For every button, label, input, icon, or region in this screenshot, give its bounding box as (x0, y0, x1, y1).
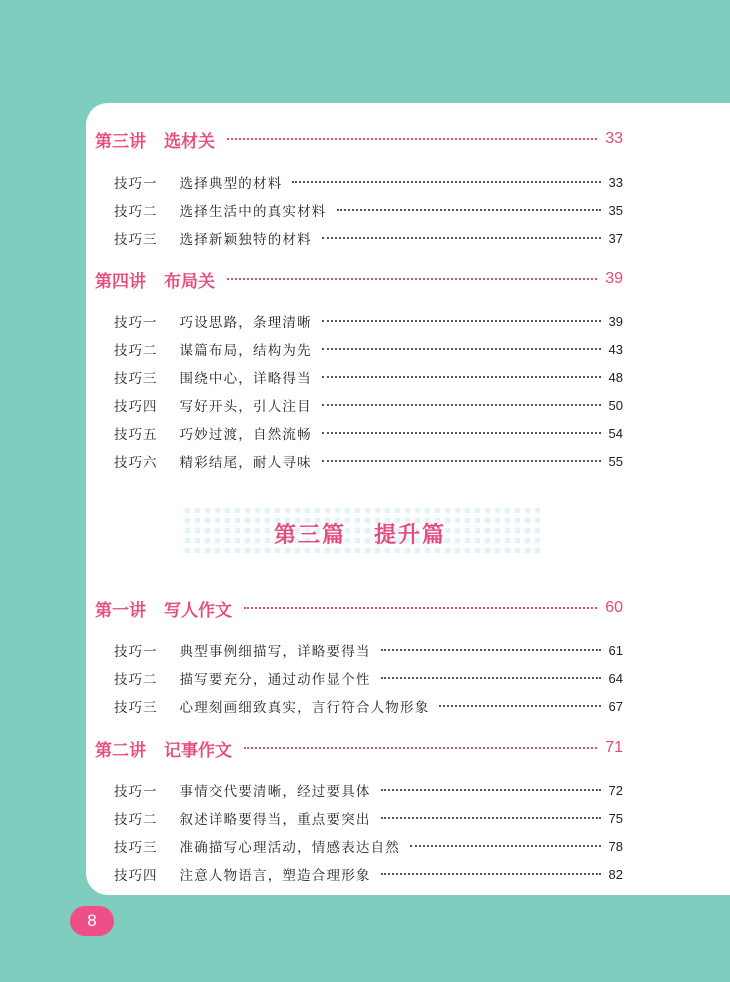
leader-dots (244, 607, 597, 609)
item-label: 技巧二 (114, 812, 158, 828)
toc-item[interactable] (114, 862, 623, 886)
toc-lecture-1[interactable] (95, 591, 623, 625)
item-label: 技巧五 (114, 427, 158, 443)
item-page: 67 (608, 698, 623, 714)
item-title: 准确描写心理活动，情感表达自然 (179, 840, 400, 856)
leader-dots (322, 376, 601, 378)
item-label: 技巧一 (114, 176, 158, 192)
toc-item[interactable] (114, 666, 623, 690)
item-title: 巧设思路，条理清晰 (179, 315, 312, 331)
page-number-badge: 8 (70, 906, 114, 936)
item-page: 64 (608, 670, 623, 686)
item-label: 技巧一 (114, 644, 158, 660)
toc-item[interactable] (114, 226, 623, 250)
item-page: 43 (608, 341, 623, 357)
lecture-label: 第四讲 (95, 271, 146, 292)
toc-item[interactable] (114, 421, 623, 445)
item-title: 巧妙过渡，自然流畅 (179, 427, 312, 443)
item-label: 技巧三 (114, 371, 158, 387)
item-title: 注意人物语言，塑造合理形象 (179, 868, 371, 884)
item-title: 精彩结尾，耐人寻味 (179, 455, 312, 471)
leader-dots (322, 460, 601, 462)
item-page: 33 (608, 174, 623, 190)
leader-dots (381, 873, 601, 875)
lecture-label: 第一讲 (95, 600, 146, 621)
part-title[interactable] (180, 508, 540, 558)
part-label: 第三篇 (273, 522, 346, 548)
item-title: 典型事例细描写，详略要得当 (179, 644, 371, 660)
leader-dots (439, 705, 600, 707)
leader-dots (381, 649, 601, 651)
item-page: 35 (608, 202, 623, 218)
item-label: 技巧二 (114, 343, 158, 359)
toc-lecture-3[interactable] (95, 122, 623, 156)
item-label: 技巧三 (114, 232, 158, 248)
item-title: 事情交代要清晰，经过要具体 (179, 784, 371, 800)
toc-item[interactable] (114, 365, 623, 389)
item-title: 围绕中心，详略得当 (179, 371, 312, 387)
leader-dots (381, 817, 601, 819)
leader-dots (381, 677, 601, 679)
leader-dots (227, 278, 597, 280)
toc-item[interactable] (114, 170, 623, 194)
item-label: 技巧一 (114, 315, 158, 331)
item-page: 48 (608, 369, 623, 385)
item-title: 选择典型的材料 (179, 176, 283, 192)
leader-dots (322, 237, 601, 239)
item-label: 技巧六 (114, 455, 158, 471)
toc-lecture-4[interactable] (95, 262, 623, 296)
item-title: 描写要充分，通过动作显个性 (179, 672, 371, 688)
item-page: 50 (608, 397, 623, 413)
leader-dots (322, 320, 601, 322)
lecture-page: 33 (605, 130, 623, 147)
leader-dots (322, 432, 601, 434)
toc-item[interactable] (114, 198, 623, 222)
toc-item[interactable] (114, 834, 623, 858)
part-name: 提升篇 (374, 522, 447, 548)
item-page: 78 (608, 838, 623, 854)
toc-item[interactable] (114, 393, 623, 417)
toc-item[interactable] (114, 778, 623, 802)
leader-dots (322, 404, 601, 406)
lecture-label: 第三讲 (95, 131, 146, 152)
item-title: 选择新颖独特的材料 (179, 232, 312, 248)
toc-item[interactable] (114, 694, 623, 718)
leader-dots (227, 138, 597, 140)
lecture-page: 71 (605, 739, 623, 756)
item-label: 技巧三 (114, 840, 158, 856)
toc-lecture-2[interactable] (95, 731, 623, 765)
lecture-title: 布局关 (164, 271, 215, 292)
item-label: 技巧三 (114, 700, 158, 716)
item-label: 技巧二 (114, 204, 158, 220)
item-page: 61 (608, 642, 623, 658)
toc-item[interactable] (114, 638, 623, 662)
item-page: 37 (608, 230, 623, 246)
item-title: 谋篇布局，结构为先 (179, 343, 312, 359)
item-page: 75 (608, 810, 623, 826)
toc-item[interactable] (114, 806, 623, 830)
leader-dots (410, 845, 601, 847)
lecture-page: 60 (605, 599, 623, 616)
leader-dots (322, 348, 601, 350)
toc-item[interactable] (114, 309, 623, 333)
lecture-label: 第二讲 (95, 740, 146, 761)
item-page: 55 (608, 453, 623, 469)
lecture-title: 选材关 (164, 131, 215, 152)
item-page: 39 (608, 313, 623, 329)
leader-dots (244, 747, 597, 749)
item-label: 技巧四 (114, 399, 158, 415)
lecture-page: 39 (605, 270, 623, 287)
leader-dots (337, 209, 601, 211)
leader-dots (292, 181, 600, 183)
item-page: 54 (608, 425, 623, 441)
item-label: 技巧四 (114, 868, 158, 884)
item-title: 写好开头，引人注目 (179, 399, 312, 415)
leader-dots (381, 789, 601, 791)
toc-item[interactable] (114, 449, 623, 473)
item-title: 心理刻画细致真实，言行符合人物形象 (179, 700, 430, 716)
lecture-title: 记事作文 (164, 740, 232, 761)
lecture-title: 写人作文 (164, 600, 232, 621)
item-title: 选择生活中的真实材料 (179, 204, 327, 220)
item-label: 技巧一 (114, 784, 158, 800)
item-label: 技巧二 (114, 672, 158, 688)
item-page: 82 (608, 866, 623, 882)
item-page: 72 (608, 782, 623, 798)
item-title: 叙述详略要得当，重点要突出 (179, 812, 371, 828)
toc-item[interactable] (114, 337, 623, 361)
